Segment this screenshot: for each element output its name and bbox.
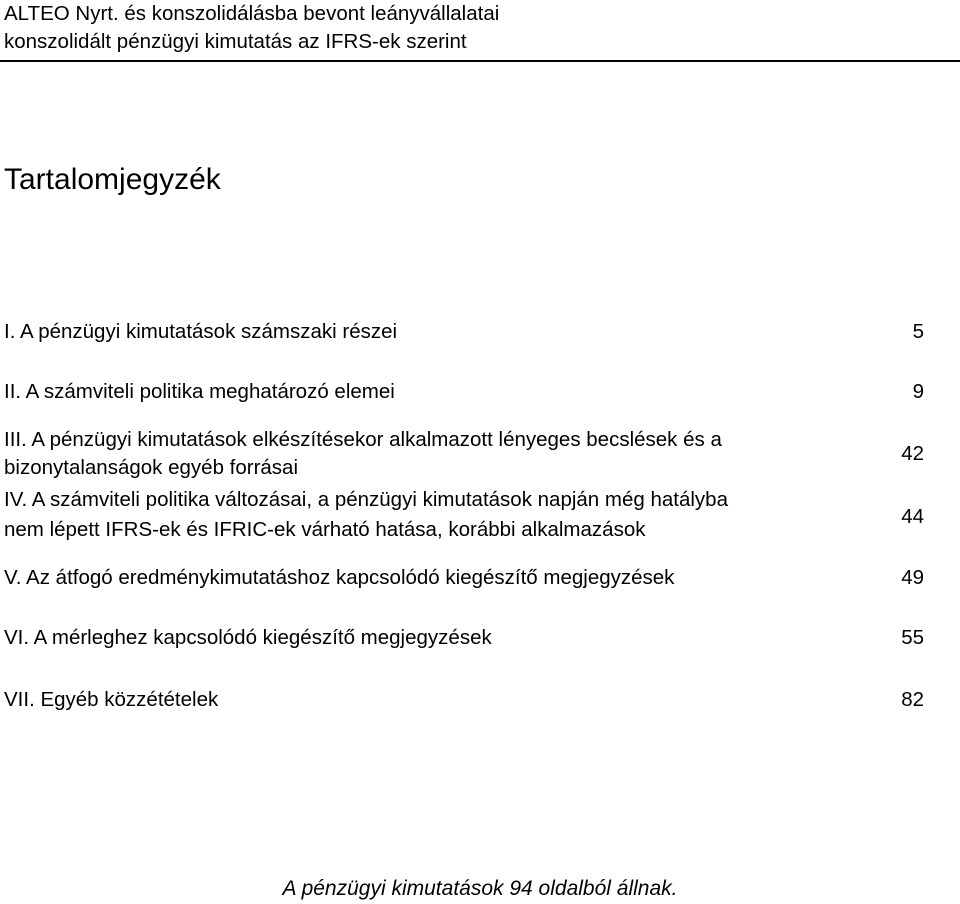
- toc-entry-text: nem lépett IFRS-ek és IFRIC-ek várható hatása, korábbi alkalmazások: [4, 518, 646, 541]
- toc-entry-text: II. A számviteli politika meghatározó elemei: [4, 380, 395, 403]
- toc-entry-text: IV. A számviteli politika változásai, a pénzügyi kimutatások napján még hatályba: [4, 488, 728, 511]
- toc-entry-text: I. A pénzügyi kimutatások számszaki részei: [4, 320, 398, 343]
- toc-entry-page: 82: [901, 688, 924, 711]
- toc-entry-page: 49: [901, 566, 924, 589]
- header-divider: [0, 60, 960, 62]
- toc-entry-page: 44: [901, 505, 924, 528]
- toc-entry-page: 42: [901, 442, 924, 465]
- page-title: Tartalomjegyzék: [4, 163, 221, 196]
- header-report-line: konszolidált pénzügyi kimutatás az IFRS-ek szerint: [4, 30, 467, 53]
- toc-entry-text: VII. Egyéb közzétételek: [4, 688, 219, 711]
- toc-entry-text: bizonytalanságok egyéb forrásai: [4, 456, 299, 479]
- toc-entry-text: VI. A mérleghez kapcsolódó kiegészítő megjegyzések: [4, 626, 492, 649]
- toc-entry-text: V. Az átfogó eredménykimutatáshoz kapcsolódó kiegészítő megjegyzések: [4, 566, 675, 589]
- header-company-line: ALTEO Nyrt. és konszolidálásba bevont leányvállalatai: [4, 2, 500, 25]
- toc-entry-page: 9: [912, 380, 924, 403]
- toc-entry-text: III. A pénzügyi kimutatások elkészítésekor alkalmazott lényeges becslések és a: [4, 428, 722, 451]
- toc-entry-page: 5: [912, 320, 924, 343]
- footer-note: A pénzügyi kimutatások 94 oldalból állnak.: [282, 877, 678, 900]
- toc-entry-page: 55: [901, 626, 924, 649]
